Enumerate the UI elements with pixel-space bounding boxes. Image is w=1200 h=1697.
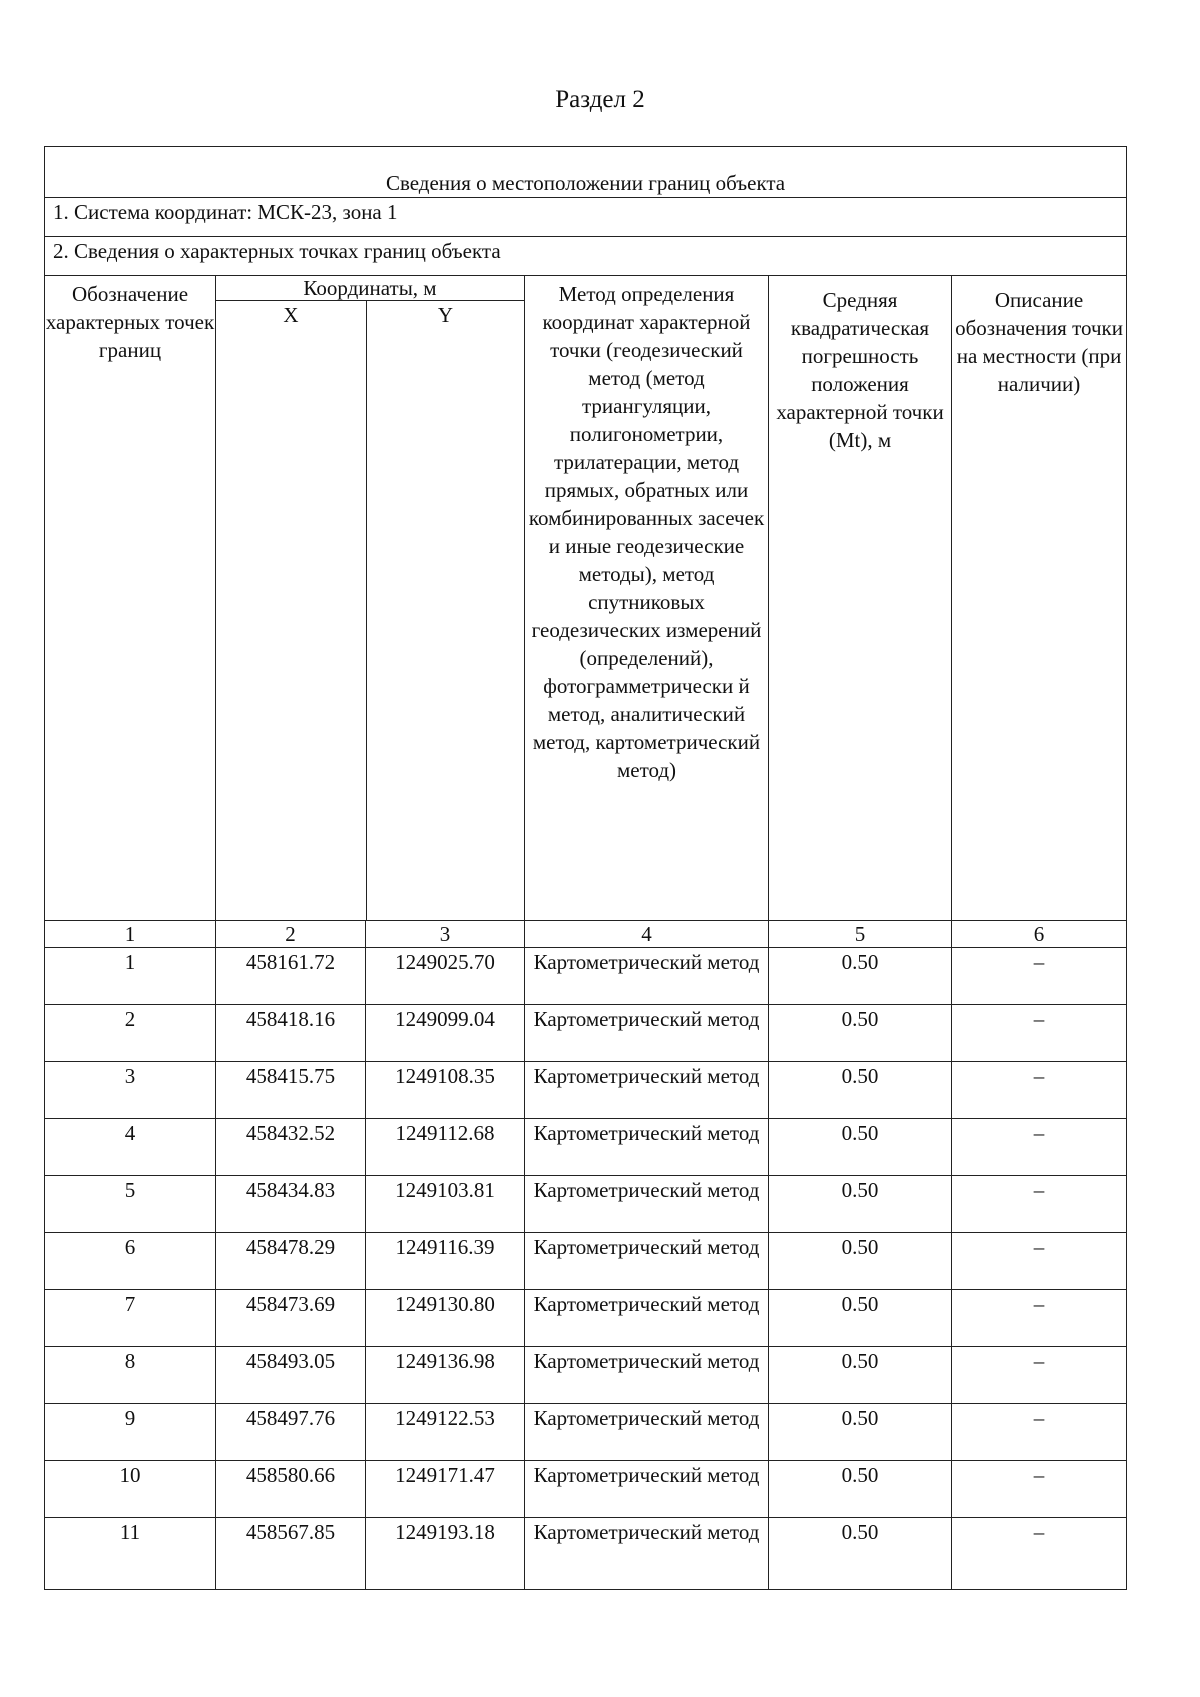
description-cell: – — [952, 1461, 1127, 1518]
x-coordinate-cell: 458415.75 — [216, 1062, 366, 1119]
point-number-cell: 2 — [45, 1005, 216, 1062]
x-coordinate-cell: 458418.16 — [216, 1005, 366, 1062]
y-coordinate-cell: 1249122.53 — [366, 1404, 525, 1461]
header-description: Описание обозначения точки на местности (при наличии) — [952, 276, 1127, 921]
x-coordinate-cell: 458478.29 — [216, 1233, 366, 1290]
col-number: 3 — [366, 921, 525, 948]
description-cell: – — [952, 1404, 1127, 1461]
method-cell: Картометрический метод — [525, 1233, 769, 1290]
point-number-cell: 1 — [45, 948, 216, 1005]
header-coords-group — [216, 276, 525, 921]
table-row — [45, 1518, 1127, 1590]
x-coordinate-cell: 458493.05 — [216, 1347, 366, 1404]
x-coordinate-cell: 458432.52 — [216, 1119, 366, 1176]
accuracy-cell: 0.50 — [769, 1347, 952, 1404]
accuracy-cell: 0.50 — [769, 1518, 952, 1590]
y-coordinate-cell: 1249130.80 — [366, 1290, 525, 1347]
point-number-cell: 3 — [45, 1062, 216, 1119]
header-x: X — [216, 301, 367, 920]
y-coordinate-cell: 1249136.98 — [366, 1347, 525, 1404]
x-coordinate-cell: 458497.76 — [216, 1404, 366, 1461]
col-number: 1 — [45, 921, 216, 948]
header-method: Метод определения координат характерной точки (геодезический метод (метод триангуляции, полигонометрии, трилатерации, метод прямых, обратных или комбинированных засечек и иные геодезические методы), метод спутниковых геодезических измерений (определений), фотограмметрически й метод, аналитический метод, картометрический метод) — [525, 276, 769, 921]
method-cell: Картометрический метод — [525, 1119, 769, 1176]
y-coordinate-cell: 1249171.47 — [366, 1461, 525, 1518]
accuracy-cell: 0.50 — [769, 1062, 952, 1119]
point-number-cell: 10 — [45, 1461, 216, 1518]
header-coords: Координаты, м — [216, 276, 524, 301]
header-accuracy — [769, 276, 952, 921]
method-cell: Картометрический метод — [525, 1062, 769, 1119]
point-number-cell: 8 — [45, 1347, 216, 1404]
y-coordinate-cell: 1249116.39 — [366, 1233, 525, 1290]
accuracy-cell: 0.50 — [769, 1119, 952, 1176]
description-cell: – — [952, 1005, 1127, 1062]
accuracy-cell: 0.50 — [769, 1005, 952, 1062]
section-title: Раздел 2 — [555, 86, 645, 113]
point-number-cell: 4 — [45, 1119, 216, 1176]
table-row — [45, 1461, 1127, 1518]
y-coordinate-cell: 1249025.70 — [366, 948, 525, 1005]
table-row — [45, 1119, 1127, 1176]
description-cell: – — [952, 1119, 1127, 1176]
x-coordinate-cell: 458567.85 — [216, 1518, 366, 1590]
y-coordinate-cell: 1249108.35 — [366, 1062, 525, 1119]
column-number-row — [45, 921, 1127, 948]
method-cell: Картометрический метод — [525, 1347, 769, 1404]
accuracy-cell: 0.50 — [769, 948, 952, 1005]
table-row — [45, 1404, 1127, 1461]
col-number: 4 — [525, 921, 769, 948]
point-number-cell: 6 — [45, 1233, 216, 1290]
method-cell: Картометрический метод — [525, 1005, 769, 1062]
accuracy-cell: 0.50 — [769, 1404, 952, 1461]
header-accuracy-text: Средняя квадратическая погрешность положения характерной точки (Mt), м — [776, 288, 944, 452]
col-number: 2 — [216, 921, 366, 948]
x-coordinate-cell: 458161.72 — [216, 948, 366, 1005]
description-cell: – — [952, 1233, 1127, 1290]
description-cell: – — [952, 1290, 1127, 1347]
point-number-cell: 11 — [45, 1518, 216, 1590]
method-cell: Картометрический метод — [525, 1290, 769, 1347]
description-cell: – — [952, 1347, 1127, 1404]
table-row — [45, 1233, 1127, 1290]
accuracy-cell: 0.50 — [769, 1233, 952, 1290]
description-cell: – — [952, 1062, 1127, 1119]
point-number-cell: 5 — [45, 1176, 216, 1233]
method-cell: Картометрический метод — [525, 1461, 769, 1518]
accuracy-cell: 0.50 — [769, 1176, 952, 1233]
y-coordinate-cell: 1249112.68 — [366, 1119, 525, 1176]
y-coordinate-cell: 1249193.18 — [366, 1518, 525, 1590]
header-y: Y — [437, 303, 454, 327]
coord-system: 1. Система координат: МСК-23, зона 1 — [45, 198, 1127, 237]
method-cell: Картометрический метод — [525, 1404, 769, 1461]
method-cell: Картометрический метод — [525, 1518, 769, 1590]
table-row — [45, 1347, 1127, 1404]
method-cell: Картометрический метод — [525, 948, 769, 1005]
table-row — [45, 1176, 1127, 1233]
table-row — [45, 1062, 1127, 1119]
y-coordinate-cell: 1249099.04 — [366, 1005, 525, 1062]
table-row — [45, 1005, 1127, 1062]
description-cell: – — [952, 1518, 1127, 1590]
description-cell: – — [952, 1176, 1127, 1233]
col-number: 6 — [952, 921, 1127, 948]
col-number: 5 — [769, 921, 952, 948]
boundary-table — [44, 146, 1127, 1590]
x-coordinate-cell: 458473.69 — [216, 1290, 366, 1347]
x-coordinate-cell: 458434.83 — [216, 1176, 366, 1233]
x-coordinate-cell: 458580.66 — [216, 1461, 366, 1518]
accuracy-cell: 0.50 — [769, 1290, 952, 1347]
table-row — [45, 948, 1127, 1005]
table-row — [45, 1290, 1127, 1347]
description-cell: – — [952, 948, 1127, 1005]
header-point: Обозначение характерных точек границ — [45, 276, 216, 921]
points-heading: 2. Сведения о характерных точках границ объекта — [45, 237, 1127, 276]
method-cell: Картометрический метод — [525, 1176, 769, 1233]
y-coordinate-cell: 1249103.81 — [366, 1176, 525, 1233]
accuracy-cell: 0.50 — [769, 1461, 952, 1518]
point-number-cell: 7 — [45, 1290, 216, 1347]
table-banner: Сведения о местоположении границ объекта — [45, 147, 1127, 198]
point-number-cell: 9 — [45, 1404, 216, 1461]
